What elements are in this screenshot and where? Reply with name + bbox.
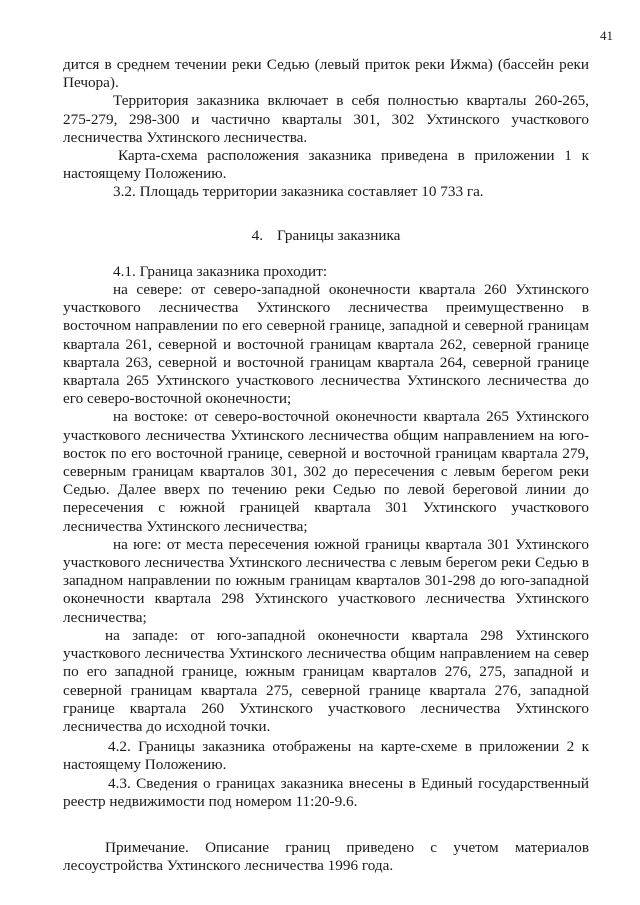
boundary-north: на севере: от северо-западной оконечности квартала 260 Ухтинского участкового лесничества Ухтинского лесничества преимущественно в восточном направлении по его северной границе, западной и северной границам квартала 261, северной и восточной границам квартала 262, северной границе квартала 263, северной и восточной границам квартала 264, северной границе квартала 265 Ухтинского участкового лесничества Ухтинского лесничества до его северо-восточной оконечности; [63,281,589,408]
section-heading [63,227,589,245]
paragraph-4-3: 4.3. Сведения о границах заказника внесены в Единый государственный реестр недвижимости под номером 11:20-9.6. [63,774,589,810]
note-paragraph: Примечание. Описание границ приведено с учетом материалов лесоустройства Ухтинского лесничества 1996 года. [63,838,589,875]
paragraph-4-2: 4.2. Границы заказника отображены на карте-схеме в приложении 2 к настоящему Положению. [63,738,589,774]
section-title: Границы заказника [277,226,401,244]
boundary-south: на юге: от места пересечения южной границы квартала 301 Ухтинского участкового лесничества Ухтинского лесничества с левым берегом реки Седью в западном направлении по южным границам кварталов 301-298 до юго-западной оконечности квартала 298 Ухтинского участкового лесничества Ухтинского лесничества; [63,535,589,626]
paragraph-territory: Территория заказника включает в себя полностью кварталы 260-265, 275-279, 298-300 и частично кварталы 301, 302 Ухтинского участкового лесничества Ухтинского лесничества. [63,92,589,146]
paragraph-area: 3.2. Площадь территории заказника составляет 10 733 га. [113,183,484,201]
boundary-west: на западе: от юго-западной оконечности квартала 298 Ухтинского участкового лесничества Ухтинского лесничества общим направлением на север по его западной границе, южным границам кварталов 276, 275, западной и северной границам квартала 275, северной границе квартала 276, западной границе квартала 260 Ухтинского участкового лесничества Ухтинского лесничества до исходной точки. [63,626,589,735]
boundary-east: на востоке: от северо-восточной оконечности квартала 265 Ухтинского участкового лесничества Ухтинского лесничества общим направлением на юго-восток по его восточной границе, северной и восточной границам квартала 279, северным границам кварталов 301, 302 до пересечения с левым берегом реки Седью. Далее вверх по течению реки Седью по левой береговой линии до пересечения с южной границей квартала 301 Ухтинского участкового лесничества Ухтинского лесничества; [63,408,589,535]
boundary-intro: 4.1. Граница заказника проходит: [113,262,328,280]
paragraph-map-appendix: Карта-схема расположения заказника приведена в приложении 1 к настоящему Положению. [63,147,589,183]
paragraph-river-location: дится в среднем течении реки Седью (левый приток реки Ижма) (бассейн реки Печора). [63,56,589,92]
page-number: 41 [600,28,613,43]
document-body [63,56,589,875]
section-number: 4. [251,226,264,244]
